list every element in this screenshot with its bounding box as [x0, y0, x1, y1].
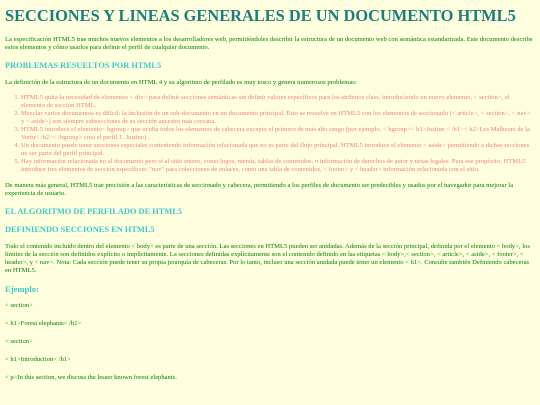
list-item: 1. HTML5 quita la necesidad de elementos < div> para definir secciones semánticas sin definir valores específicos para los atributos class, introduciendo un nuevo elemento, < section>, el elemento de sección HTML. — [21, 94, 535, 110]
section-heading-problems: PROBLEMAS RESUELTOS POR HTML5 — [5, 61, 162, 70]
example-line: < p>In this section, we discuss the lesser known forest elephants. — [5, 374, 177, 381]
list-item: 4. Un documento puede tener secciones especiales conteniendo información relacionada que no es parte del flujo principal. HTML5 introduce el elemento < aside> permitiendo a dichas secciones no ser parte del perfil principal. — [21, 142, 535, 158]
example-heading: Ejemplo: — [5, 284, 39, 294]
list-item: 5. Hay información relacionada no al documento pero sí al sitio entero, como logos, menús, tablas de contenidos, o información de derechos de autor y notas legales. Para ese propósito, HTML5 introduce tres elementos de sección específicos: "nav" para colecciones de enlaces, como una tabla de contenidos, < footer> y < header> información relacionada con el sitio. — [21, 158, 535, 174]
example-line: < section> — [5, 338, 33, 345]
example-line: < h1>Introduction< /h1> — [5, 356, 71, 363]
defining-sections-paragraph: Todo el contenido incluido dentro del elemento < body> es parte de una sección. Las secciones en HTML5 pueden ser anidadas. Además de la sección principal, definida por el elemento < body>, los límites de la sección son definidos explícito o implícitamente. La secciones definidas explícitamente son el contenido definido en las etiquetas < body>,< section>, < article>, < aside>, < footer>, < header>, y < nav>. Nota: Cada sección puede tener su propia jerarquía de cabeceras. Por lo tanto, incluso una sección anidada puede tener un elemento < h1>. Consulte también Definiendo cabeceras en HTML5. — [5, 243, 530, 274]
example-line: < section> — [5, 302, 33, 309]
example-line: < h1>Forest elephants< /h1> — [5, 320, 82, 327]
problems-lead-paragraph: La definición de la estructura de un documento en HTML 4 y su algoritmo de perfilado es muy tosco y genera numerosos problemas: — [5, 79, 357, 86]
intro-paragraph: La especificación HTML5 trae muchos nuevos elementos a los desarrolladores web, permitiéndoles describir la estructura de un documento web con semántica estandarizada. Este documento describe estos elementos y cómo usarlos para definir el perfil de cualquier documento. — [5, 36, 533, 51]
page-title: SECCIONES Y LINEAS GENERALES DE UN DOCUMENTO HTML5 — [5, 6, 516, 25]
problems-list — [5, 94, 535, 174]
list-item: 3. HTML5 introduce el elemento< hgroup> que oculta todos los elementos de cabecera excepto el primero de más alto rango (por ejemplo, < hgroup>< h1>Justine < /h1>< h2>Les Malheurs de la Vertu< /h2>< /hgroup> crea el perfil 1. Justine) . — [21, 126, 535, 142]
problems-closing-paragraph: De manera más general, HTML5 trae precisión a las características de seccionado y cabecera, permitiendo a los perfiles de documento ser predecibles y usados por el navegador para mejorar la experiencia de usuario. — [5, 182, 514, 197]
section-heading-algorithm: EL ALGORITMO DE PERFILADO DE HTML5 — [5, 207, 183, 216]
section-heading-defining-sections: DEFINIENDO SECCIONES EN HTML5 — [5, 225, 155, 234]
list-item: 2. Mezclar varios documentos es difícil: la inclusión de un sub-documento en un documento principal. Esto se resuelve en HTML5 con los elementos de seccionado (< article>, < section>, < nav> y < aside>) son siempre subsecciones de su sección ancestra más cercana. — [21, 110, 535, 126]
